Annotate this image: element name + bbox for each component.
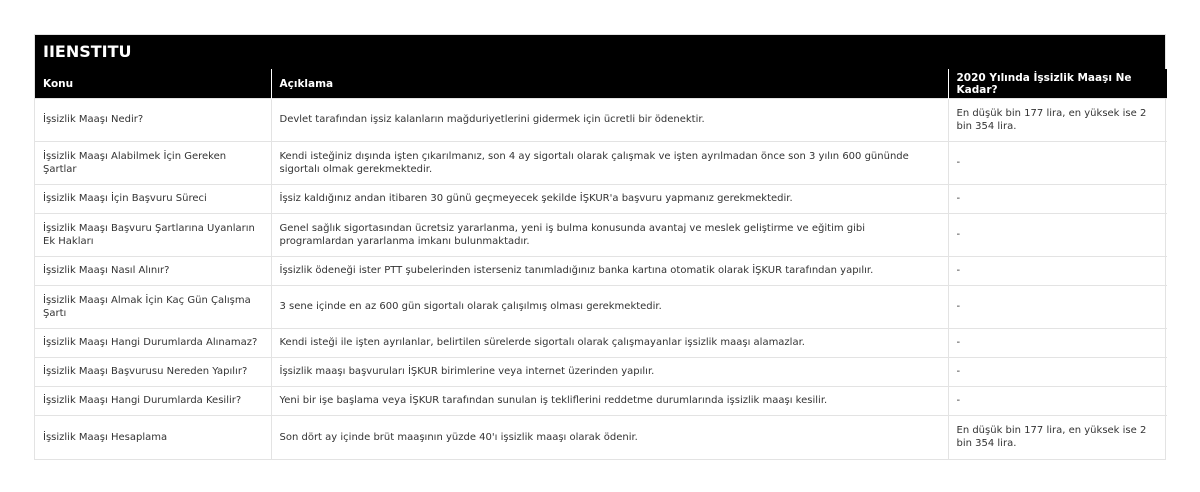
cell-topic: İşsizlik Maaşı Almak İçin Kaç Gün Çalışma Şartı <box>35 286 271 329</box>
table-row <box>35 99 1167 142</box>
header-description: Açıklama <box>271 69 948 99</box>
cell-description: Kendi isteği ile işten ayrılanlar, belirtilen sürelerde sigortalı olarak çalışmayanlar işsizlik maaşı alamazlar. <box>271 329 948 358</box>
cell-description: 3 sene içinde en az 600 gün sigortalı olarak çalışılmış olması gerekmektedir. <box>271 286 948 329</box>
cell-amount: - <box>948 358 1167 387</box>
table-row <box>35 387 1167 416</box>
cell-topic: İşsizlik Maaşı Hesaplama <box>35 416 271 459</box>
table-header-row <box>35 69 1167 99</box>
cell-amount: - <box>948 286 1167 329</box>
cell-description: İşsizlik ödeneği ister PTT şubelerinden isterseniz tanımladığınız banka kartına otomatik olarak İŞKUR tarafından yapılır. <box>271 257 948 286</box>
table-row <box>35 416 1167 459</box>
cell-amount: En düşük bin 177 lira, en yüksek ise 2 bin 354 lira. <box>948 99 1167 142</box>
cell-topic: İşsizlik Maaşı İçin Başvuru Süreci <box>35 185 271 214</box>
cell-amount: - <box>948 329 1167 358</box>
cell-topic: İşsizlik Maaşı Başvurusu Nereden Yapılır? <box>35 358 271 387</box>
table-row <box>35 286 1167 329</box>
header-amount: 2020 Yılında İşsizlik Maaşı Ne Kadar? <box>948 69 1167 99</box>
table-row <box>35 257 1167 286</box>
info-table <box>35 69 1167 459</box>
cell-description: Genel sağlık sigortasından ücretsiz yararlanma, yeni iş bulma konusunda avantaj ve meslek geliştirme ve eğitim gibi programlardan yararlanma imkanı bulunmaktadır. <box>271 214 948 257</box>
brand-title: IIENSTITU <box>35 35 1165 69</box>
cell-topic: İşsizlik Maaşı Alabilmek İçin Gereken Şartlar <box>35 142 271 185</box>
cell-description: Yeni bir işe başlama veya İŞKUR tarafından sunulan iş tekliflerini reddetme durumlarında işsizlik maaşı kesilir. <box>271 387 948 416</box>
cell-amount: - <box>948 142 1167 185</box>
cell-amount: - <box>948 185 1167 214</box>
cell-topic: İşsizlik Maaşı Hangi Durumlarda Alınamaz? <box>35 329 271 358</box>
cell-description: Kendi isteğiniz dışında işten çıkarılmanız, son 4 ay sigortalı olarak çalışmak ve işten ayrılmadan önce son 3 yılın 600 gününde sigortalı olmak gerekmektedir. <box>271 142 948 185</box>
cell-description: İşsizlik maaşı başvuruları İŞKUR birimlerine veya internet üzerinden yapılır. <box>271 358 948 387</box>
cell-topic: İşsizlik Maaşı Hangi Durumlarda Kesilir? <box>35 387 271 416</box>
cell-topic: İşsizlik Maaşı Başvuru Şartlarına Uyanların Ek Hakları <box>35 214 271 257</box>
cell-amount: - <box>948 257 1167 286</box>
cell-topic: İşsizlik Maaşı Nedir? <box>35 99 271 142</box>
table-row <box>35 358 1167 387</box>
table-row <box>35 214 1167 257</box>
cell-description: Devlet tarafından işsiz kalanların mağduriyetlerini gidermek için ücretli bir ödenektir. <box>271 99 948 142</box>
cell-amount: En düşük bin 177 lira, en yüksek ise 2 bin 354 lira. <box>948 416 1167 459</box>
header-topic: Konu <box>35 69 271 99</box>
cell-description: İşsiz kaldığınız andan itibaren 30 günü geçmeyecek şekilde İŞKUR'a başvuru yapmanız gerekmektedir. <box>271 185 948 214</box>
info-table-frame <box>34 34 1166 460</box>
cell-topic: İşsizlik Maaşı Nasıl Alınır? <box>35 257 271 286</box>
cell-amount: - <box>948 387 1167 416</box>
cell-amount: - <box>948 214 1167 257</box>
table-row <box>35 329 1167 358</box>
table-row <box>35 185 1167 214</box>
cell-description: Son dört ay içinde brüt maaşının yüzde 40'ı işsizlik maaşı olarak ödenir. <box>271 416 948 459</box>
table-row <box>35 142 1167 185</box>
